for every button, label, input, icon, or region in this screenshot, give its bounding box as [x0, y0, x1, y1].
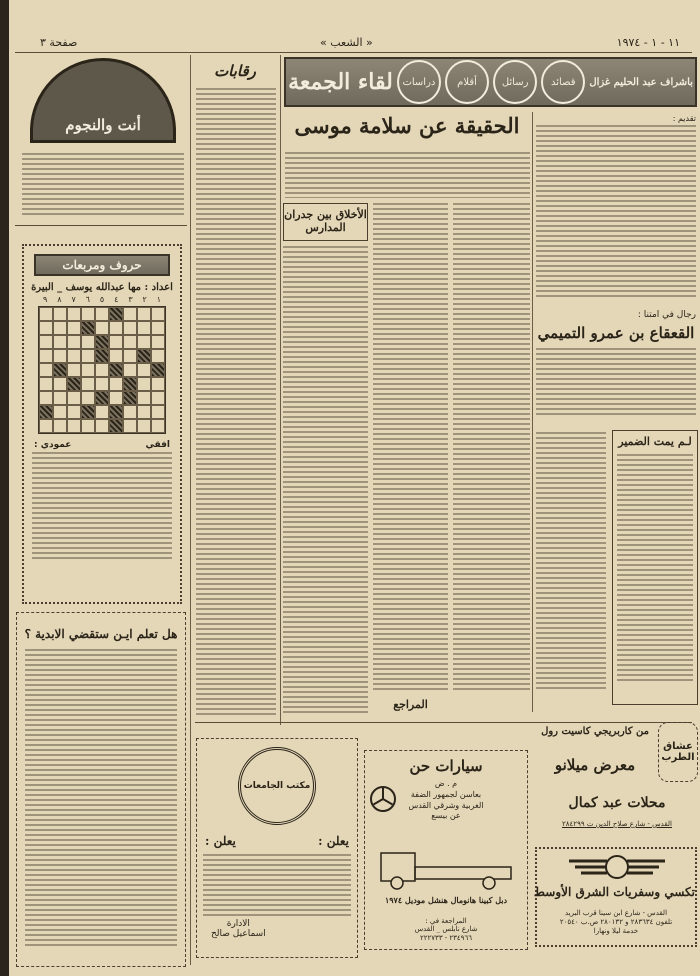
taxi-ad	[535, 847, 697, 947]
crossword-black-cell	[81, 321, 95, 335]
conscience-box	[612, 430, 698, 705]
column-number: ٩	[43, 295, 48, 304]
raqabat-text	[196, 88, 276, 718]
crossword-cell[interactable]	[53, 377, 67, 391]
crossword-cell[interactable]	[123, 307, 137, 321]
crossword-cell[interactable]	[123, 349, 137, 363]
crossword-grid[interactable]	[38, 306, 166, 434]
banner-circle: دراسات	[397, 60, 441, 104]
column-number: ٧	[71, 295, 76, 304]
crossword-cell[interactable]	[123, 363, 137, 377]
music-line2: معرض ميلانو	[554, 756, 636, 774]
crossword-author: اعداد : مها عبدالله يوسف _ البيرة	[31, 282, 173, 293]
crossword-box	[22, 244, 182, 604]
crossword-cell[interactable]	[151, 405, 165, 419]
crossword-cell[interactable]	[53, 335, 67, 349]
article-column	[453, 203, 530, 693]
announce-left: يعلن :	[205, 834, 236, 848]
crossword-cell[interactable]	[81, 363, 95, 377]
crossword-cell[interactable]	[95, 363, 109, 377]
did-you-know-box	[16, 612, 186, 967]
crossword-cell[interactable]	[137, 405, 151, 419]
crossword-cell[interactable]	[39, 349, 53, 363]
announce-right: يعلن :	[318, 834, 349, 848]
crossword-cell[interactable]	[109, 377, 123, 391]
crossword-cell[interactable]	[123, 335, 137, 349]
mercedes-star-icon	[369, 785, 397, 813]
banner-supervision: باشراف عبد الحليم غزال	[589, 76, 693, 88]
crossword-cell[interactable]	[151, 321, 165, 335]
signature-label: الادارة	[226, 919, 250, 929]
crossword-cell[interactable]	[81, 349, 95, 363]
banner-circle: قصائد	[541, 60, 585, 104]
taxi-phones: تلفون ٢٨٣٦٣٤ و ٢٨٠١٣٢ ص.ب ٢٠٥٤٠	[559, 918, 673, 927]
references-heading: المراجع	[393, 698, 428, 711]
column-number: ٥	[99, 295, 105, 304]
taxi-title: تكسي وسفريات الشرق الأوسط	[533, 885, 695, 899]
crossword-black-cell	[67, 377, 81, 391]
crossword-cell[interactable]	[95, 377, 109, 391]
banner-title: لقاء الجمعة	[288, 69, 393, 95]
music-ad	[536, 722, 698, 842]
crossword-cell[interactable]	[137, 307, 151, 321]
crossword-cell[interactable]	[109, 321, 123, 335]
university-office-ad	[196, 738, 358, 958]
crossword-cell[interactable]	[95, 405, 109, 419]
crossword-column-numbers	[38, 295, 166, 304]
crossword-black-cell	[137, 349, 151, 363]
truck-illustration	[379, 849, 515, 891]
cars-contact: المراجعة في :	[425, 917, 467, 925]
crossword-cell[interactable]	[137, 321, 151, 335]
crossword-cell[interactable]	[67, 405, 81, 419]
crossword-cell[interactable]	[67, 363, 81, 377]
crossword-black-cell	[95, 335, 109, 349]
music-line1: من كاربريجي كاسيت رول	[541, 726, 649, 737]
header-date: ١١ - ١ - ١٩٧٤	[616, 36, 680, 49]
article-column	[373, 203, 448, 693]
crossword-cell[interactable]	[95, 419, 109, 433]
crossword-cell[interactable]	[109, 349, 123, 363]
music-address: القدس - شارع صلاح الدين ت ٢٨٤٢٩٩	[562, 820, 672, 828]
crossword-cell[interactable]	[53, 391, 67, 405]
main-headline: الحقيقة عن سلامة موسى	[294, 113, 520, 138]
horoscope-text	[22, 153, 184, 215]
crossword-cell[interactable]	[39, 419, 53, 433]
did-you-know-text	[25, 649, 177, 949]
university-seal-icon	[238, 747, 316, 825]
crossword-black-cell	[95, 349, 109, 363]
crossword-cell[interactable]	[39, 391, 53, 405]
crossword-cell[interactable]	[151, 335, 165, 349]
header-page-number: صفحة ٣	[40, 36, 78, 49]
column-number: ٤	[114, 295, 119, 304]
column-number: ٣	[128, 295, 133, 304]
men-box	[536, 310, 696, 430]
crossword-cell[interactable]	[151, 391, 165, 405]
conscience-text	[617, 454, 693, 684]
wings-logo-icon	[567, 853, 667, 883]
crossword-cell[interactable]	[81, 335, 95, 349]
music-ad-side: عشاق الطرب	[658, 722, 698, 782]
crossword-black-cell	[81, 405, 95, 419]
column-number: ٢	[142, 295, 147, 304]
subheading-box	[283, 203, 368, 241]
cars-ad	[364, 750, 528, 950]
main-article-lead	[285, 152, 530, 198]
men-text	[536, 348, 696, 418]
intro-label: تقديم :	[672, 114, 696, 123]
did-you-know-title: هل تعلم ايـن ستقضي الابدية ؟	[24, 627, 178, 641]
crossword-black-cell	[109, 363, 123, 377]
column-number: ٦	[85, 295, 90, 304]
crossword-cell[interactable]	[53, 321, 67, 335]
signature-name: اسماعيل صالح	[211, 929, 266, 939]
friday-meeting-banner	[284, 57, 697, 107]
cars-phones: ٢٣٤٩٦٦ - ٢٢٢٧٣٣	[420, 933, 472, 942]
article-column	[283, 246, 368, 716]
crossword-cell[interactable]	[39, 363, 53, 377]
crossword-cell[interactable]	[39, 307, 53, 321]
crossword-black-cell	[109, 307, 123, 321]
cars-line: عن بيسع	[431, 811, 461, 821]
crossword-cell[interactable]	[67, 419, 81, 433]
crossword-cell[interactable]	[151, 419, 165, 433]
crossword-cell[interactable]	[123, 405, 137, 419]
cars-ad-title: سيارات حن	[409, 757, 483, 775]
crossword-cell[interactable]	[137, 391, 151, 405]
horoscope-section	[22, 58, 184, 218]
horoscope-title: أنت والنجوم	[65, 116, 141, 134]
crossword-black-cell	[95, 391, 109, 405]
crossword-cell[interactable]	[109, 335, 123, 349]
crossword-title: حروف ومربعات	[34, 254, 170, 276]
crossword-cell[interactable]	[109, 391, 123, 405]
column-number: ٨	[57, 295, 62, 304]
crossword-black-cell	[109, 419, 123, 433]
across-label: افقي	[145, 440, 170, 450]
crossword-cell[interactable]	[53, 405, 67, 419]
crossword-black-cell	[109, 405, 123, 419]
crossword-cell[interactable]	[39, 377, 53, 391]
men-headline: القعقاع بن عمرو التميمي	[537, 324, 695, 342]
men-kicker: رجال في امتنا :	[637, 310, 696, 320]
crossword-cell[interactable]	[95, 307, 109, 321]
crossword-black-cell	[123, 377, 137, 391]
header-rule	[15, 52, 692, 53]
crossword-cell[interactable]	[39, 335, 53, 349]
cars-model: دبل كبينا هانومال هنشل موديل ١٩٧٤	[384, 895, 508, 905]
crossword-black-cell	[123, 391, 137, 405]
crossword-cell[interactable]	[137, 363, 151, 377]
conscience-headline: لـم يمت الضمير	[618, 435, 692, 448]
crossword-cell[interactable]	[137, 335, 151, 349]
crossword-cell[interactable]	[151, 377, 165, 391]
cars-line: بعاسن لجمهور الضفة	[410, 789, 482, 799]
music-shop: محلات عبد كمال	[568, 795, 666, 811]
crossword-cell[interactable]	[81, 377, 95, 391]
crossword-cell[interactable]	[137, 419, 151, 433]
banner-circle: أقلام	[445, 60, 489, 104]
crossword-cell[interactable]	[39, 321, 53, 335]
crossword-clues	[32, 452, 172, 562]
crossword-cell[interactable]	[53, 307, 67, 321]
column-number: ١	[156, 295, 162, 304]
crossword-cell[interactable]	[137, 377, 151, 391]
cars-agent: م . ض	[434, 779, 458, 788]
header-paper-name: « الشعب »	[320, 36, 373, 49]
raqabat-title: رقابات	[214, 62, 256, 80]
crossword-cell[interactable]	[95, 321, 109, 335]
page-edge	[0, 0, 9, 976]
crossword-cell[interactable]	[67, 321, 81, 335]
down-label: عمودي :	[34, 440, 72, 450]
horoscope-arch	[30, 58, 176, 143]
cars-address: شارع نابلس _ القدس	[414, 925, 478, 934]
crossword-cell[interactable]	[67, 307, 81, 321]
crossword-cell[interactable]	[151, 349, 165, 363]
seal-text: مكتب الجامعات	[243, 781, 311, 791]
taxi-service: خدمة ليلا ونهارا	[593, 927, 639, 936]
crossword-cell[interactable]	[81, 391, 95, 405]
crossword-black-cell	[53, 363, 67, 377]
crossword-black-cell	[39, 405, 53, 419]
crossword-cell[interactable]	[123, 419, 137, 433]
taxi-address: القدس - شارع ابن سينا قرب البريد	[564, 909, 668, 917]
men-text-cont	[536, 432, 606, 692]
crossword-cell[interactable]	[123, 321, 137, 335]
article-subheading: الأخلاق بين جدران المدارس	[284, 208, 367, 234]
intro-text	[536, 125, 696, 300]
banner-circle: رسائل	[493, 60, 537, 104]
crossword-black-cell	[151, 363, 165, 377]
cars-line: الغربية وشرقي القدس	[408, 800, 484, 810]
crossword-cell[interactable]	[151, 307, 165, 321]
university-ad-text	[203, 854, 351, 916]
crossword-cell[interactable]	[67, 349, 81, 363]
crossword-cell[interactable]	[81, 307, 95, 321]
crossword-cell[interactable]	[53, 349, 67, 363]
crossword-cell[interactable]	[81, 419, 95, 433]
crossword-cell[interactable]	[67, 391, 81, 405]
crossword-cell[interactable]	[67, 335, 81, 349]
crossword-cell[interactable]	[53, 419, 67, 433]
